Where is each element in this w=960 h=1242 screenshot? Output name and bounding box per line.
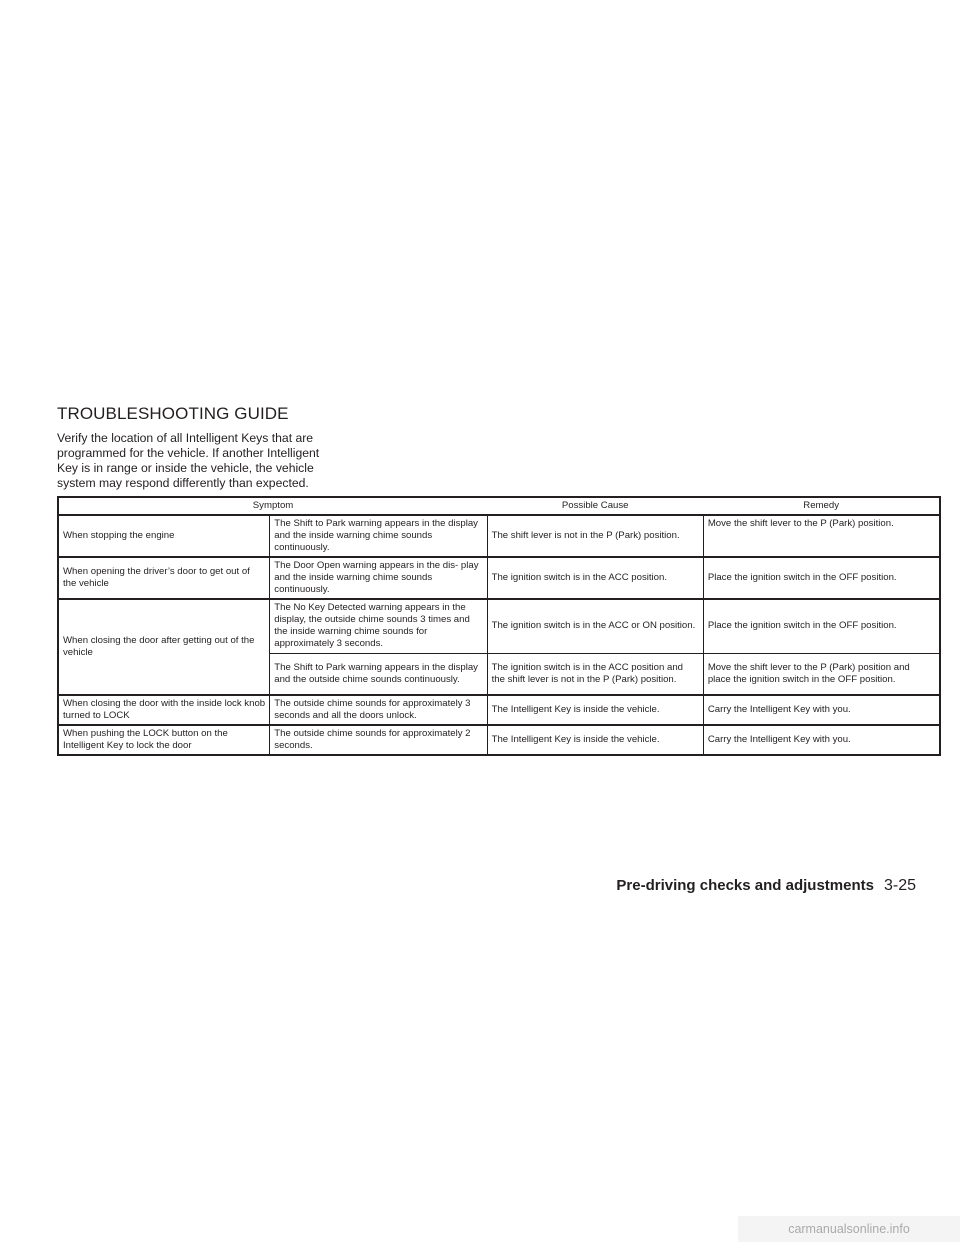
section-heading: TROUBLESHOOTING GUIDE <box>57 404 289 423</box>
cell-symptom: When pushing the LOCK button on the Intelligent Key to lock the door <box>58 725 270 755</box>
cell-condition: The Door Open warning appears in the dis- play and the inside warning chime sounds continuously. <box>270 557 487 599</box>
cell-remedy: Place the ignition switch in the OFF position. <box>703 599 940 653</box>
page-number: 3-25 <box>883 877 916 894</box>
table-row <box>58 725 940 755</box>
cell-symptom: When closing the door with the inside lock knob turned to LOCK <box>58 695 270 725</box>
table-header-row <box>58 497 940 515</box>
footer-section-title: Pre-driving checks and adjustments <box>616 877 874 894</box>
table-row <box>58 515 940 557</box>
cell-condition: The No Key Detected warning appears in the display, the outside chime sounds 3 times and the inside warning chime sounds for approximately 3 seconds. <box>270 599 487 653</box>
table-row <box>58 557 940 599</box>
cell-symptom: When stopping the engine <box>58 515 270 557</box>
page-footer <box>616 877 916 895</box>
cell-symptom: When opening the driver’s door to get out of the vehicle <box>58 557 270 599</box>
table-row <box>58 695 940 725</box>
watermark: carmanualsonline.info <box>738 1216 960 1242</box>
cell-cause: The shift lever is not in the P (Park) position. <box>487 515 703 557</box>
cell-remedy: Carry the Intelligent Key with you. <box>703 695 940 725</box>
cell-symptom: When closing the door after getting out of the vehicle <box>58 599 270 695</box>
cell-remedy: Move the shift lever to the P (Park) position. <box>703 515 940 557</box>
cell-condition: The outside chime sounds for approximately 2 seconds. <box>270 725 487 755</box>
cell-remedy: Move the shift lever to the P (Park) position and place the ignition switch in the OFF position. <box>703 653 940 695</box>
cell-cause: The ignition switch is in the ACC or ON position. <box>487 599 703 653</box>
table-row <box>58 599 940 653</box>
troubleshooting-table <box>57 496 941 756</box>
cell-condition: The Shift to Park warning appears in the display and the inside warning chime sounds continuously. <box>270 515 487 557</box>
cell-cause: The Intelligent Key is inside the vehicle. <box>487 695 703 725</box>
cell-condition: The Shift to Park warning appears in the display and the outside chime sounds continuously. <box>270 653 487 695</box>
header-remedy: Remedy <box>703 497 940 515</box>
cell-cause: The ignition switch is in the ACC position. <box>487 557 703 599</box>
cell-cause: The ignition switch is in the ACC position and the shift lever is not in the P (Park) position. <box>487 653 703 695</box>
intro-paragraph: Verify the location of all Intelligent Keys that are programmed for the vehicle. If another Intelligent Key is in range or inside the vehicle, the vehicle system may respond differently than expected. <box>57 431 320 490</box>
cell-remedy: Carry the Intelligent Key with you. <box>703 725 940 755</box>
cell-remedy: Place the ignition switch in the OFF position. <box>703 557 940 599</box>
cell-condition: The outside chime sounds for approximately 3 seconds and all the doors unlock. <box>270 695 487 725</box>
cell-cause: The Intelligent Key is inside the vehicle. <box>487 725 703 755</box>
header-possible-cause: Possible Cause <box>487 497 703 515</box>
header-symptom: Symptom <box>58 497 487 515</box>
